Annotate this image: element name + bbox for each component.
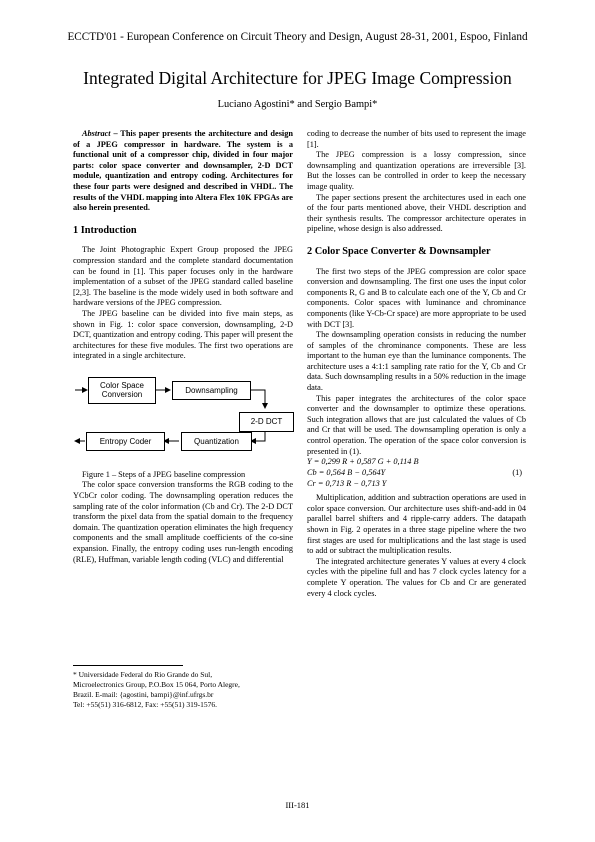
page-number: III-181 <box>285 800 310 810</box>
paragraph: The downsampling operation consists in reducing the number of samples of the chrominance components. These are less important to the human eye than the luminance components. The architecture uses a 4:1:1 sampling rate ratio for the Y, Cb and Cr data. Such downsampling results in a 50% reduction in the image data. <box>307 330 526 393</box>
paragraph: coding to decrease the number of bits used to represent the image [1]. <box>307 129 526 149</box>
arrow <box>251 431 265 441</box>
equation-text: Y = 0,299 R + 0,587 G + 0,114 B <box>307 457 419 467</box>
paragraph: This paper integrates the architectures of the color space converter and the downsampler to optimize these operations. Such integration allows that are just calculated the values of Cb and Cr that will be used. The downsampling operation is only a control operation. The operation of the space color conversion is presented in (1). <box>307 393 526 456</box>
box-color-space-conversion: Color Space Conversion <box>88 377 156 404</box>
footnote-rule <box>73 665 183 666</box>
footnote-line: Tel: +55(51) 316-6812, Fax: +55(51) 319-1576. <box>73 700 217 709</box>
equation-cb <box>307 468 526 479</box>
paragraph: The Joint Photographic Expert Group proposed the JPEG compression standard and the complete standard documentation can be found in [1]. This paper focuses only in the hardware implementation of a subset of the JPEG standard called baseline [2,3]. The baseline is the mode widely used in both software and hardware versions of the JPEG compression. <box>73 245 293 308</box>
conference-header: ECCTD'01 - European Conference on Circuit Theory and Design, August 28-31, 2001, Espoo, Finland <box>67 31 528 43</box>
section-heading-introduction: 1 Introduction <box>73 224 137 236</box>
box-downsampling: Downsampling <box>172 381 251 400</box>
paper-title: Integrated Digital Architecture for JPEG Image Compression <box>83 68 512 88</box>
footnote-line: * Universidade Federal do Rio Grande do Sul, <box>73 670 213 679</box>
right-column <box>307 129 526 599</box>
paragraph: The paper sections present the architectures used in each one of the four parts mentioned above, their VHDL description and their synthesis results. The compressor architecture operates in pipeline, whose design is also addressed. <box>307 192 526 234</box>
paragraph: The first two steps of the JPEG compression are color space conversion and downsampling. The first one uses the input color components R, G and B to calculate each one of the Y, Cb and Cr components. Color spaces with luminance and chrominance components (like Y-Cb-Cr space) are more appropriate to be used with DCT [3]. <box>307 266 526 329</box>
paragraph: The integrated architecture generates Y values at every 4 clock cycles with the pipeline full and has 7 clock cycles latency for a complete Y operation. The values for Cb and Cr are generated every 4 clock cycles. <box>307 556 526 598</box>
paragraph: Multiplication, addition and subtraction operations are used in color space conversion. Our architecture uses shift-and-add in 04 parallel barrel shifters and 4 ripple-carry adders. The datapath shown in Fig. 2 operates in a three stage pipeline where the two first stages are used for multiplications and the last stage is used to add or subtract the multiplication results. <box>307 493 526 556</box>
box-quantization: Quantization <box>181 432 252 451</box>
paragraph: The JPEG baseline can be divided into five main steps, as shown in Fig. 1: color space conversion, downsampling, 2-D DCT, quantization and entropy coding. This paper will present the architectures for these five modules. The first two operations are integrated in a single architecture. <box>73 308 293 361</box>
footnote-line: Microelectronics Group, P.O.Box 15 064, Porto Alegre, <box>73 680 240 689</box>
authors: Luciano Agostini* and Sergio Bampi* <box>217 99 378 110</box>
equation-y <box>307 457 526 468</box>
figure-1-diagram <box>73 372 293 464</box>
section-heading-color-space: 2 Color Space Converter & Downsampler <box>307 245 491 257</box>
box-2d-dct: 2-D DCT <box>239 412 294 432</box>
abstract-label: Abstract <box>82 129 111 138</box>
equation-text: Cr = 0,713 R − 0,713 Y <box>307 479 387 489</box>
equation-text: Cb = 0,564 B − 0,564Y <box>307 468 386 478</box>
equation-number: (1) <box>512 468 522 478</box>
footnote <box>73 670 295 710</box>
paragraph: The JPEG compression is a lossy compression, since downsampling and quantization operations are irreversible [3]. But the losses can be controlled in order to keep the necessary image quality. <box>307 150 526 191</box>
arrow <box>250 390 265 408</box>
abstract-text: – This paper presents the architecture and design of a JPEG compressor in hardware. The system is a functional unit of a compressor chip, divided in four major parts: color space converter and downsampler, 2-D DCT module, quantization and entropy coding. Architectures for these four parts were designed and described in VHDL. The results of the VHDL mapping into Altera Flex 10K FPGAs are also herein presented. <box>73 129 293 213</box>
paragraph: The color space conversion transforms the RGB coding to the YCbCr color coding. The downsampling operation reduces the sampling rate of the color information (Cb and Cr). The 2-D DCT transform the pixel data from the spatial domain to the frequency domain. The quantization operation eliminates the high frequency components and the small amplitude coefficients of the co-sine expansion. Finally, the entropy coding uses run-length encoding (RLE), Huffman, variable length coding (VLC) and differential <box>73 480 293 564</box>
figure-1-caption: Figure 1 – Steps of a JPEG baseline compression <box>82 469 246 479</box>
footnote-line: Brazil. E-mail: {agostini, bampi}@inf.ufrgs.br <box>73 690 214 699</box>
abstract <box>73 129 293 214</box>
left-column <box>73 129 293 565</box>
box-entropy-coder: Entropy Coder <box>86 432 165 451</box>
equation-cr <box>307 479 526 490</box>
